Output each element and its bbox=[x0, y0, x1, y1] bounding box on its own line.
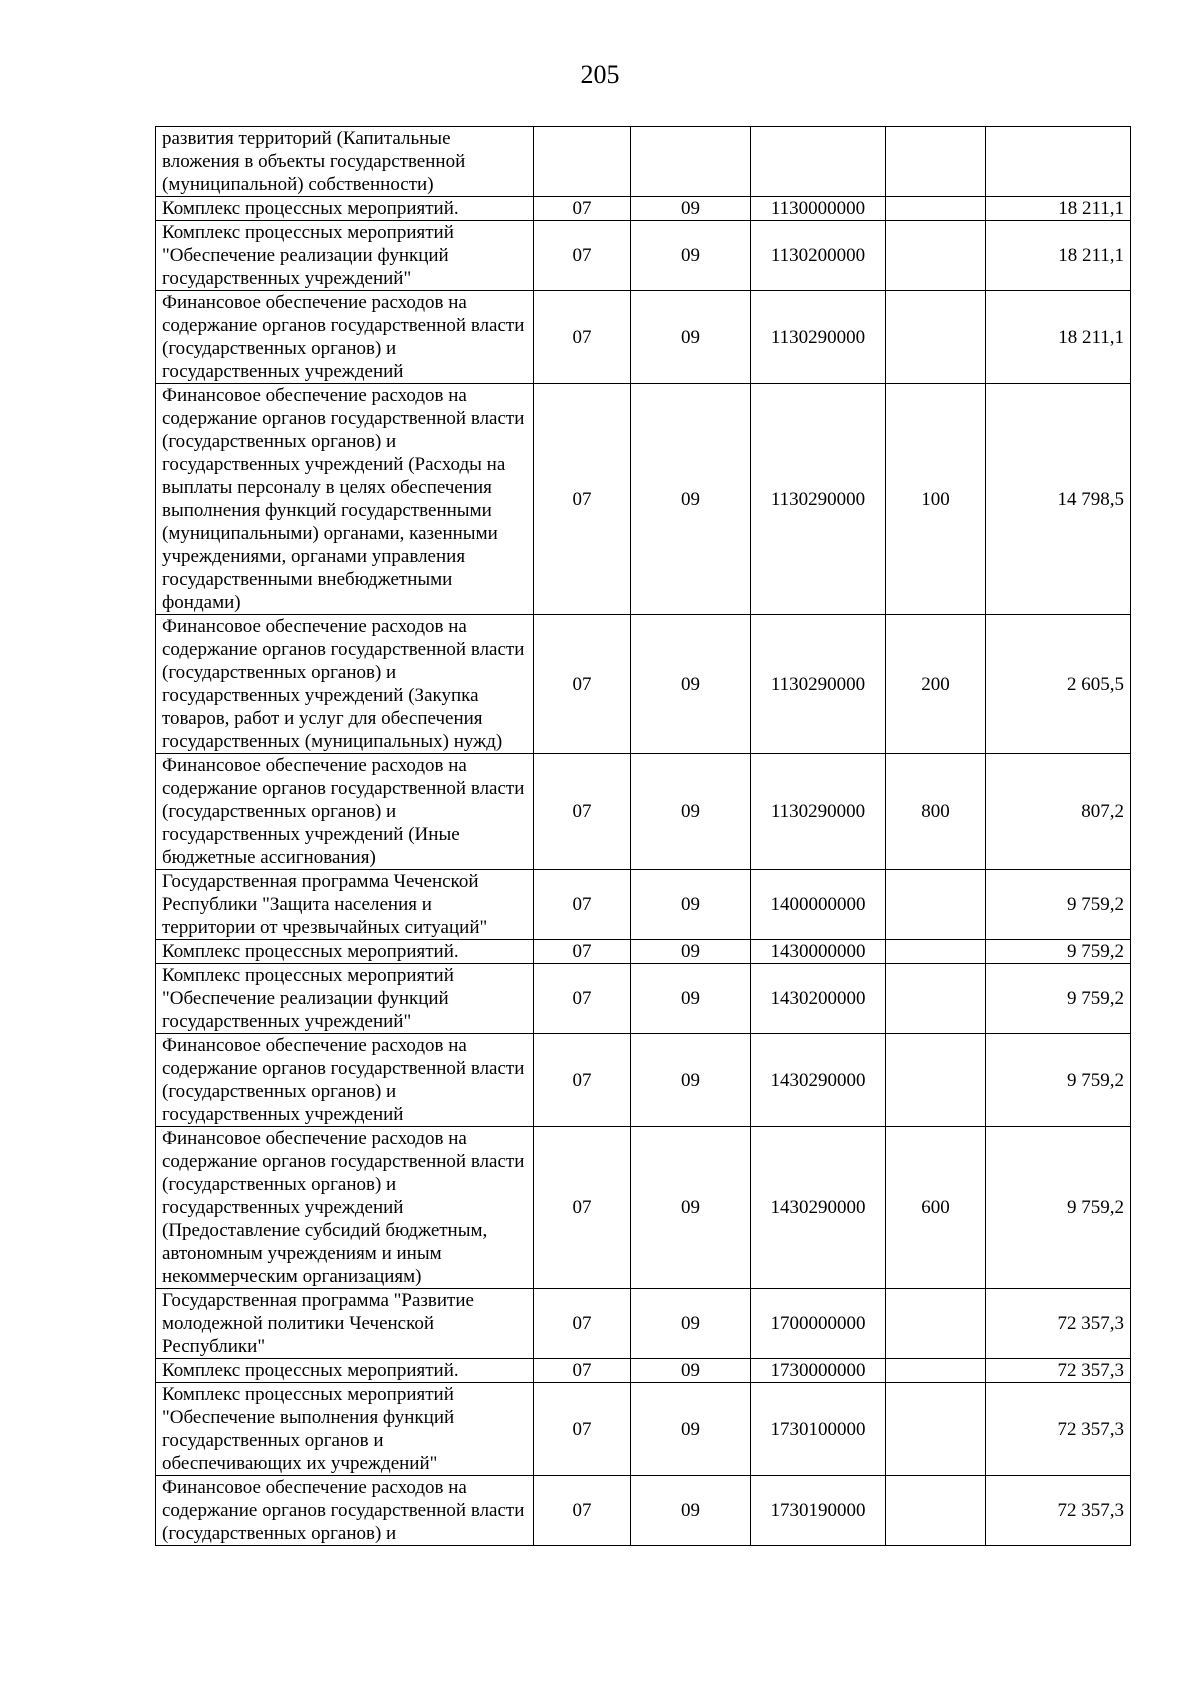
amount-cell: 9 759,2 bbox=[986, 870, 1131, 940]
target-article-code-cell: 1700000000 bbox=[751, 1289, 886, 1359]
expense-type-code-cell bbox=[886, 1034, 986, 1127]
subsection-code-cell: 09 bbox=[631, 197, 751, 221]
section-code-cell: 07 bbox=[534, 197, 631, 221]
subsection-code-cell bbox=[631, 127, 751, 197]
target-article-code-cell: 1430290000 bbox=[751, 1034, 886, 1127]
subsection-code-cell: 09 bbox=[631, 1383, 751, 1476]
subsection-code-cell: 09 bbox=[631, 964, 751, 1034]
amount-cell: 2 605,5 bbox=[986, 615, 1131, 754]
section-code-cell: 07 bbox=[534, 221, 631, 291]
expense-name-cell: Финансовое обеспечение расходов на содержание органов государственной власти (государственных органов) и государственных учреждений (Иные бюджетные ассигнования) bbox=[156, 754, 534, 870]
table-row bbox=[156, 127, 1131, 197]
amount-cell: 14 798,5 bbox=[986, 384, 1131, 615]
amount-cell: 18 211,1 bbox=[986, 221, 1131, 291]
subsection-code-cell: 09 bbox=[631, 1359, 751, 1383]
expense-name-cell: Комплекс процессных мероприятий. bbox=[156, 940, 534, 964]
section-code-cell: 07 bbox=[534, 1034, 631, 1127]
table-row bbox=[156, 870, 1131, 940]
amount-cell: 807,2 bbox=[986, 754, 1131, 870]
section-code-cell: 07 bbox=[534, 1476, 631, 1546]
expense-name-cell: Комплекс процессных мероприятий "Обеспечение реализации функций государственных учреждений" bbox=[156, 964, 534, 1034]
target-article-code-cell: 1400000000 bbox=[751, 870, 886, 940]
section-code-cell: 07 bbox=[534, 615, 631, 754]
table-row bbox=[156, 291, 1131, 384]
section-code-cell bbox=[534, 127, 631, 197]
subsection-code-cell: 09 bbox=[631, 870, 751, 940]
expense-type-code-cell: 200 bbox=[886, 615, 986, 754]
amount-cell: 72 357,3 bbox=[986, 1359, 1131, 1383]
expense-type-code-cell bbox=[886, 291, 986, 384]
subsection-code-cell: 09 bbox=[631, 615, 751, 754]
expense-name-cell: Комплекс процессных мероприятий "Обеспечение реализации функций государственных учреждений" bbox=[156, 221, 534, 291]
subsection-code-cell: 09 bbox=[631, 1289, 751, 1359]
table-row bbox=[156, 940, 1131, 964]
subsection-code-cell: 09 bbox=[631, 1476, 751, 1546]
table-row bbox=[156, 615, 1131, 754]
section-code-cell: 07 bbox=[534, 1127, 631, 1289]
amount-cell: 18 211,1 bbox=[986, 197, 1131, 221]
expense-name-cell: развития территорий (Капитальные вложения в объекты государственной (муниципальной) собственности) bbox=[156, 127, 534, 197]
expense-type-code-cell bbox=[886, 964, 986, 1034]
target-article-code-cell: 1430000000 bbox=[751, 940, 886, 964]
section-code-cell: 07 bbox=[534, 1289, 631, 1359]
table-row bbox=[156, 964, 1131, 1034]
table-row bbox=[156, 754, 1131, 870]
amount-cell: 9 759,2 bbox=[986, 964, 1131, 1034]
table-row bbox=[156, 1289, 1131, 1359]
table-row bbox=[156, 1383, 1131, 1476]
subsection-code-cell: 09 bbox=[631, 1034, 751, 1127]
target-article-code-cell: 1730100000 bbox=[751, 1383, 886, 1476]
expense-name-cell: Комплекс процессных мероприятий. bbox=[156, 1359, 534, 1383]
amount-cell: 72 357,3 bbox=[986, 1476, 1131, 1546]
expense-name-cell: Финансовое обеспечение расходов на содержание органов государственной власти (государственных органов) и государственных учреждений (Расходы на выплаты персоналу в целях обеспечения выполнения функций государственными (муниципальными) органами, казенными учреждениями, органами управления государственными внебюджетными фондами) bbox=[156, 384, 534, 615]
expense-type-code-cell: 600 bbox=[886, 1127, 986, 1289]
target-article-code-cell: 1130290000 bbox=[751, 291, 886, 384]
target-article-code-cell bbox=[751, 127, 886, 197]
table-row bbox=[156, 1359, 1131, 1383]
expense-name-cell: Комплекс процессных мероприятий. bbox=[156, 197, 534, 221]
expense-name-cell: Финансовое обеспечение расходов на содержание органов государственной власти (государственных органов) и государственных учреждений (Предоставление субсидий бюджетным, автономным учреждениям и иным некоммерческим организациям) bbox=[156, 1127, 534, 1289]
expense-type-code-cell bbox=[886, 197, 986, 221]
section-code-cell: 07 bbox=[534, 1383, 631, 1476]
section-code-cell: 07 bbox=[534, 384, 631, 615]
expense-type-code-cell bbox=[886, 221, 986, 291]
amount-cell: 9 759,2 bbox=[986, 1127, 1131, 1289]
subsection-code-cell: 09 bbox=[631, 940, 751, 964]
expense-type-code-cell bbox=[886, 1289, 986, 1359]
section-code-cell: 07 bbox=[534, 291, 631, 384]
target-article-code-cell: 1130290000 bbox=[751, 615, 886, 754]
expense-name-cell: Финансовое обеспечение расходов на содержание органов государственной власти (государственных органов) и государственных учреждений (Закупка товаров, работ и услуг для обеспечения государственных (муниципальных) нужд) bbox=[156, 615, 534, 754]
section-code-cell: 07 bbox=[534, 940, 631, 964]
section-code-cell: 07 bbox=[534, 870, 631, 940]
expense-name-cell: Финансовое обеспечение расходов на содержание органов государственной власти (государственных органов) и государственных учреждений bbox=[156, 1034, 534, 1127]
expense-type-code-cell bbox=[886, 940, 986, 964]
amount-cell: 9 759,2 bbox=[986, 1034, 1131, 1127]
expense-name-cell: Комплекс процессных мероприятий "Обеспечение выполнения функций государственных органов и обеспечивающих их учреждений" bbox=[156, 1383, 534, 1476]
budget-table-body bbox=[156, 127, 1131, 1546]
target-article-code-cell: 1430290000 bbox=[751, 1127, 886, 1289]
expense-type-code-cell bbox=[886, 870, 986, 940]
subsection-code-cell: 09 bbox=[631, 291, 751, 384]
expense-type-code-cell bbox=[886, 1476, 986, 1546]
page-number: 205 bbox=[580, 60, 620, 89]
expense-type-code-cell: 100 bbox=[886, 384, 986, 615]
target-article-code-cell: 1130290000 bbox=[751, 384, 886, 615]
target-article-code-cell: 1430200000 bbox=[751, 964, 886, 1034]
table-row bbox=[156, 384, 1131, 615]
target-article-code-cell: 1730000000 bbox=[751, 1359, 886, 1383]
target-article-code-cell: 1730190000 bbox=[751, 1476, 886, 1546]
expense-type-code-cell: 800 bbox=[886, 754, 986, 870]
target-article-code-cell: 1130000000 bbox=[751, 197, 886, 221]
table-row bbox=[156, 1034, 1131, 1127]
expense-type-code-cell bbox=[886, 1383, 986, 1476]
table-row bbox=[156, 221, 1131, 291]
section-code-cell: 07 bbox=[534, 754, 631, 870]
subsection-code-cell: 09 bbox=[631, 754, 751, 870]
expense-name-cell: Государственная программа "Развитие молодежной политики Чеченской Республики" bbox=[156, 1289, 534, 1359]
target-article-code-cell: 1130200000 bbox=[751, 221, 886, 291]
expense-name-cell: Финансовое обеспечение расходов на содержание органов государственной власти (государственных органов) и bbox=[156, 1476, 534, 1546]
table-row bbox=[156, 1476, 1131, 1546]
subsection-code-cell: 09 bbox=[631, 384, 751, 615]
amount-cell: 72 357,3 bbox=[986, 1289, 1131, 1359]
table-row bbox=[156, 1127, 1131, 1289]
target-article-code-cell: 1130290000 bbox=[751, 754, 886, 870]
amount-cell: 18 211,1 bbox=[986, 291, 1131, 384]
table-row bbox=[156, 197, 1131, 221]
amount-cell: 9 759,2 bbox=[986, 940, 1131, 964]
budget-table bbox=[155, 126, 1131, 1546]
amount-cell bbox=[986, 127, 1131, 197]
subsection-code-cell: 09 bbox=[631, 1127, 751, 1289]
amount-cell: 72 357,3 bbox=[986, 1383, 1131, 1476]
section-code-cell: 07 bbox=[534, 964, 631, 1034]
expense-type-code-cell bbox=[886, 127, 986, 197]
subsection-code-cell: 09 bbox=[631, 221, 751, 291]
expense-name-cell: Финансовое обеспечение расходов на содержание органов государственной власти (государственных органов) и государственных учреждений bbox=[156, 291, 534, 384]
expense-type-code-cell bbox=[886, 1359, 986, 1383]
section-code-cell: 07 bbox=[534, 1359, 631, 1383]
expense-name-cell: Государственная программа Чеченской Республики "Защита населения и территории от чрезвычайных ситуаций" bbox=[156, 870, 534, 940]
